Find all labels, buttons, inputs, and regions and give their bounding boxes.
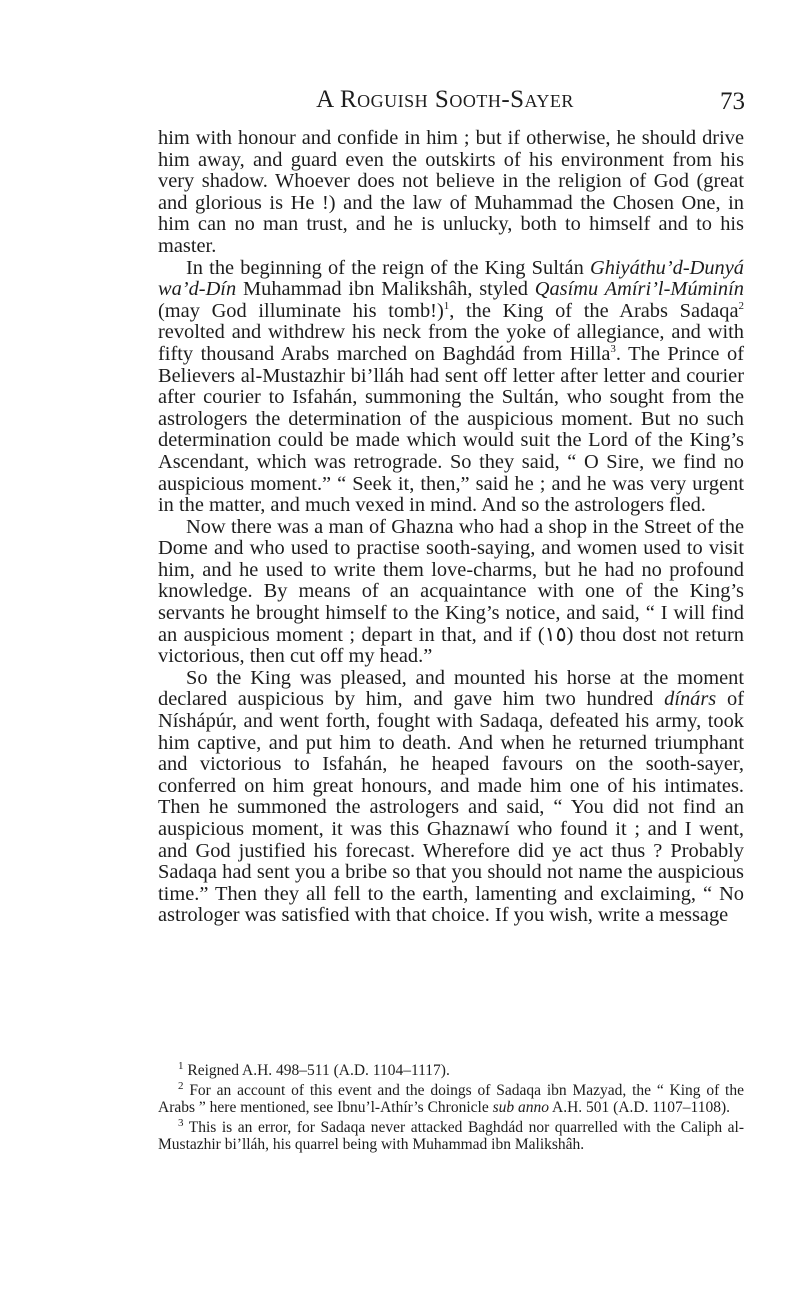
footnote-2 [158, 1079, 744, 1117]
paragraph-2-text-f: . The Prince of Believers al-Mustazhir bi’lláh had sent off letter after letter and courier after courier to Isfahán, summoning the Sultán, who sought from the astrologers the determination of the auspicious moment. But no such determination could be made which would suit the Lord of the King’s Ascendant, which was retrograde. So they said, “ O Sire, we find no auspicious moment.” “ Seek it, then,” said he ; and he was very urgent in the matter, and much vexed in mind. And so the astrologers fled. [158, 342, 744, 517]
paragraph-4-text-b: of Níshápúr, and went forth, fought with Sadaqa, defeated his army, took him captive, and put him to death. And when he returned triumphant and victorious to Isfahán, he heaped favours on the sooth-sayer, conferred on him great honours, and made him one of his intimates. Then he summoned the astrologers and said, “ You did not find an auspicious moment, it was this Ghaznawí who found it ; and I went, and God justified his forecast. Wherefore did ye act thus ? Probably Sadaqa had sent you a bribe so that you should not name the auspicious time.” Then they all fell to the earth, lamenting and exclaiming, “ No astrologer was satisfied with that choice. If you wish, write a message [158, 688, 744, 927]
footnote-3 [158, 1116, 744, 1154]
dinars-italic: dínárs [664, 688, 717, 711]
footnotes [158, 1059, 744, 1156]
paragraph-3-text: Now there was a man of Ghazna who had a shop in the Street of the Dome and who used to practise sooth-saying, and women used to visit him, and he used to write them love-charms, but he had no profound knowledge. By means of an acquaintance with one of the King’s servants he brought himself to the King’s notice, and said, “ I will find an auspicious moment ; depart in that, and if (١٥) thou dost not return victorious, then cut off my head.” [158, 515, 744, 668]
footnote-ref-2: 2 [738, 299, 744, 312]
footnote-3-text: This is an error, for Sadaqa never attacked Baghdád nor quarrelled with the Caliph al-Mustazhir bi’lláh, his quarrel being with Muhammad ibn Malikshâh. [158, 1118, 744, 1153]
paragraph-2 [158, 258, 744, 517]
page-number: 73 [720, 88, 745, 115]
sultan-epithet-italic: Qasímu Amíri’l-Múminín [534, 278, 744, 301]
paragraph-1 [158, 128, 744, 258]
paragraph-3 [158, 517, 744, 668]
sultan-title-italic: Ghiyáthu’d-Dunyá wa’d-Dín [158, 256, 744, 301]
paragraph-4 [158, 668, 744, 927]
paragraph-4-text-a: So the King was pleased, and mounted his horse at the moment declared auspicious by him, and gave him two hundred [158, 666, 744, 711]
body-text [158, 128, 744, 927]
paragraph-2-text-e: revolted and withdrew his neck from the yoke of allegiance, and with fifty thousand Arabs marched on Baghdád from Hilla [158, 321, 744, 365]
footnote-1-text: Reigned A.H. 498–511 (A.D. 1104–1117). [183, 1062, 450, 1079]
footnote-3-number: 3 [178, 1116, 184, 1129]
footnote-ref-3: 3 [610, 343, 616, 356]
footnote-2-text-b: A.H. 501 (A.D. 1107–1108). [549, 1099, 730, 1116]
footnote-2-number: 2 [178, 1079, 184, 1092]
running-head [155, 86, 745, 116]
paragraph-2-text-b: Muhammad ibn Malikshâh, styled [236, 278, 535, 301]
footnote-2-text-a: For an account of this event and the doings of Sadaqa ibn Mazyad, the “ King of the Arabs ” here mentioned, see Ibnu’l-Athír’s Chronicle [158, 1081, 744, 1116]
footnote-1-number: 1 [178, 1059, 184, 1072]
footnote-2-italic: sub anno [492, 1099, 550, 1116]
footnote-1 [158, 1059, 744, 1080]
paragraph-2-text-a: In the beginning of the reign of the King Sultán [186, 256, 590, 279]
paragraph-2-text-d: , the King of the Arabs Sadaqa [449, 299, 739, 322]
footnote-ref-1: 1 [443, 299, 450, 312]
paragraph-2-text-c: (may God illuminate his tomb!) [158, 299, 444, 322]
paragraph-1-text: him with honour and confide in him ; but if otherwise, he should drive him away, and guard even the outskirts of his environment from his very shadow. Whoever does not believe in the religion of God (great and glorious is He !) and the law of Muhammad the Chosen One, in him can no man trust, and he is unlucky, both to himself and to his master. [158, 127, 744, 257]
running-title: A Roguish Sooth-Sayer [316, 86, 574, 113]
